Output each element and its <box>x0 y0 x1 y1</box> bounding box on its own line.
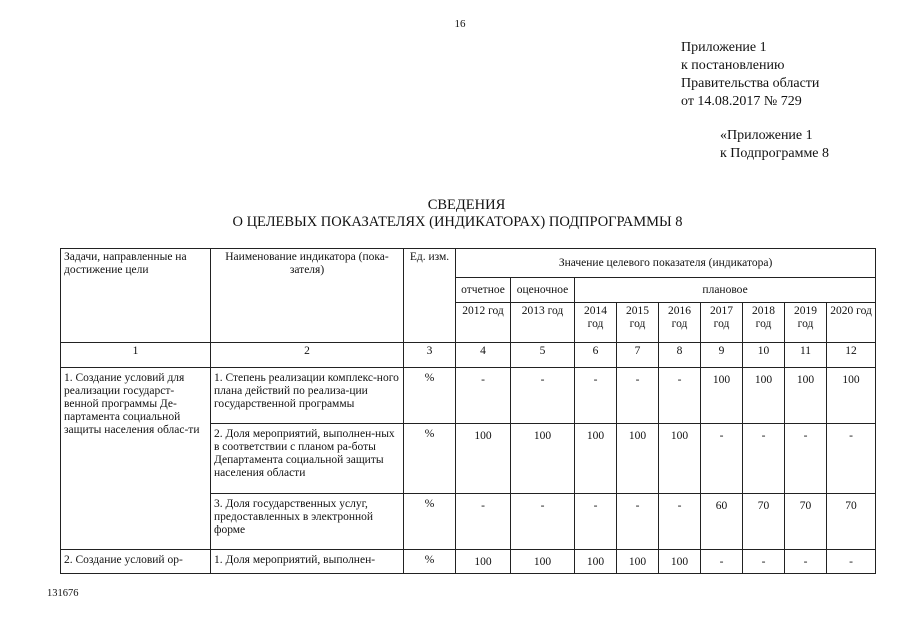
value-cell: 70 <box>785 494 827 550</box>
appendix-header <box>681 39 819 111</box>
year-header: 2017 год <box>701 303 743 343</box>
value-cell: 100 <box>827 368 876 424</box>
header-report: отчетное <box>456 278 511 303</box>
header-planned: плановое <box>575 278 876 303</box>
value-cell: - <box>456 368 511 424</box>
year-header: 2020 год <box>827 303 876 343</box>
footer-code: 131676 <box>47 588 79 599</box>
value-cell: 70 <box>827 494 876 550</box>
table-row <box>61 550 876 574</box>
header-estimate: оценочное <box>511 278 575 303</box>
doc-title: СВЕДЕНИЯ <box>427 197 506 213</box>
value-cell: - <box>743 424 785 494</box>
page-number: 16 <box>454 18 466 30</box>
value-cell: 100 <box>456 550 511 574</box>
value-cell: - <box>827 424 876 494</box>
task-cell: 2. Создание условий ор- <box>61 550 211 574</box>
value-cell: - <box>785 550 827 574</box>
value-cell: 100 <box>456 424 511 494</box>
year-header: 2019 год <box>785 303 827 343</box>
value-cell: 100 <box>617 424 659 494</box>
appendix-line: от 14.08.2017 № 729 <box>681 94 802 109</box>
value-cell: - <box>785 424 827 494</box>
unit-cell: % <box>404 424 456 494</box>
appendix-line: Приложение 1 <box>681 40 767 55</box>
indicator-name: 2. Доля мероприятий, выполнен-ных в соответствии с планом ра-боты Департамента социальной защиты населения области <box>211 424 404 494</box>
header-unit: Ед. изм. <box>404 249 456 343</box>
column-number: 9 <box>701 343 743 368</box>
column-number: 5 <box>511 343 575 368</box>
year-header: 2012 год <box>456 303 511 343</box>
column-number: 6 <box>575 343 617 368</box>
value-cell: - <box>659 368 701 424</box>
value-cell: - <box>575 494 617 550</box>
year-header: 2018 год <box>743 303 785 343</box>
value-cell: - <box>575 368 617 424</box>
value-cell: 100 <box>785 368 827 424</box>
appendix-line: к постановлению <box>681 58 785 73</box>
column-number: 10 <box>743 343 785 368</box>
header-tasks: Задачи, направленные на достижение цели <box>61 249 211 343</box>
value-cell: 100 <box>701 368 743 424</box>
value-cell: - <box>617 494 659 550</box>
appendix-line: «Приложение 1 <box>720 128 813 143</box>
unit-cell: % <box>404 494 456 550</box>
year-header: 2015 год <box>617 303 659 343</box>
value-cell: 60 <box>701 494 743 550</box>
value-cell: 100 <box>575 550 617 574</box>
column-number: 11 <box>785 343 827 368</box>
value-cell: 70 <box>743 494 785 550</box>
appendix-line: к Подпрограмме 8 <box>720 146 830 161</box>
value-cell: - <box>659 494 701 550</box>
value-cell: 100 <box>659 424 701 494</box>
value-cell: 100 <box>659 550 701 574</box>
column-number: 2 <box>211 343 404 368</box>
indicator-name: 3. Доля государственных услуг, предоставленных в электронной форме <box>211 494 404 550</box>
column-number: 4 <box>456 343 511 368</box>
appendix-line: Правительства области <box>681 76 820 91</box>
value-cell: - <box>701 424 743 494</box>
value-cell: - <box>827 550 876 574</box>
value-cell: - <box>617 368 659 424</box>
indicator-name: 1. Степень реализации комплекс-ного плана действий по реализа-ции государственной программы <box>211 368 404 424</box>
year-header: 2013 год <box>511 303 575 343</box>
value-cell: 100 <box>743 368 785 424</box>
doc-subtitle: О ЦЕЛЕВЫХ ПОКАЗАТЕЛЯХ (ИНДИКАТОРАХ) ПОДПРОГРАММЫ 8 <box>232 214 683 230</box>
value-cell: 100 <box>511 424 575 494</box>
column-number-row <box>61 343 876 368</box>
subprogram-appendix <box>720 127 829 163</box>
indicator-name: 1. Доля мероприятий, выполнен- <box>211 550 404 574</box>
column-number: 1 <box>61 343 211 368</box>
header-indicator: Наименование индикатора (пока-зателя) <box>211 249 404 343</box>
column-number: 3 <box>404 343 456 368</box>
column-number: 7 <box>617 343 659 368</box>
unit-cell: % <box>404 368 456 424</box>
value-cell: - <box>743 550 785 574</box>
unit-cell: % <box>404 550 456 574</box>
value-cell: 100 <box>617 550 659 574</box>
year-header: 2014 год <box>575 303 617 343</box>
value-cell: - <box>701 550 743 574</box>
value-cell: 100 <box>575 424 617 494</box>
table-row <box>61 368 876 424</box>
value-cell: 100 <box>511 550 575 574</box>
task-cell: 1. Создание условий для реализации государст-венной программы Де-партамента социальной защиты населения облас-ти <box>61 368 211 550</box>
header-value: Значение целевого показателя (индикатора) <box>456 249 876 278</box>
value-cell: - <box>456 494 511 550</box>
column-number: 8 <box>659 343 701 368</box>
value-cell: - <box>511 368 575 424</box>
indicators-table <box>60 248 876 574</box>
column-number: 12 <box>827 343 876 368</box>
value-cell: - <box>511 494 575 550</box>
year-header: 2016 год <box>659 303 701 343</box>
